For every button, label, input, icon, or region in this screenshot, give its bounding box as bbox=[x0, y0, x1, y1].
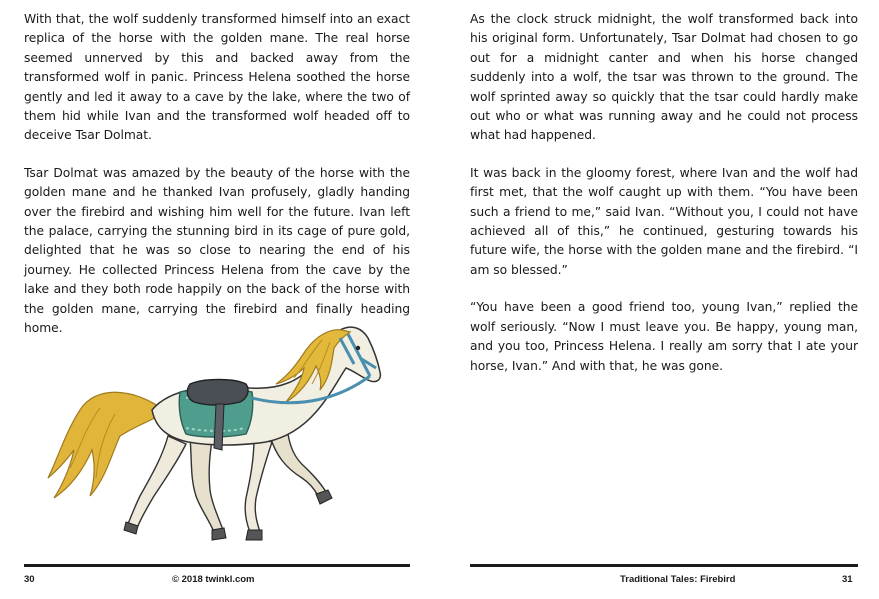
right-page bbox=[440, 0, 879, 599]
series-title: Traditional Tales: Firebird bbox=[620, 574, 736, 585]
right-footer-rule bbox=[470, 564, 858, 567]
horse-front-leg-2 bbox=[245, 438, 272, 532]
horse-eye bbox=[356, 346, 360, 350]
right-paragraph-3: “You have been a good friend too, young Ivan,” replied the wolf seriously. “Now I must leave you. Be happy, young man, and you too, Princess Helena. I really am sorry that I ate your horse, Ivan.” And with that, he was gone. bbox=[470, 300, 858, 373]
saddle bbox=[187, 380, 248, 406]
horse-illustration bbox=[40, 318, 390, 550]
horse-tail bbox=[48, 392, 158, 498]
left-paragraph-1: With that, the wolf suddenly transformed himself into an exact replica of the horse with the golden mane. The real horse seemed unnerved by this and backed away from the transformed wolf in panic. Princess Helena soothed the horse gently and led it away to a cave by the lake, where the two of them hid while Ivan and the transformed wolf headed off to deceive Tsar Dolmat. bbox=[24, 12, 410, 143]
horse-back-leg-2 bbox=[190, 438, 223, 532]
left-page-number: 30 bbox=[24, 574, 35, 585]
right-page-number: 31 bbox=[842, 574, 853, 585]
left-paragraph-2: Tsar Dolmat was amazed by the beauty of the horse with the golden mane and he thanked Ivan profusely, gladly handing over the firebird and wishing him well for the future. Ivan left the palace, carrying the stunning bird in its cage of pure gold, delighted that he was so close to nearing the end of his journey. He collected Princess Helena from the cave by the lake and they both rode happily on the back of the horse with the golden mane, carrying the firebird and finally heading home. bbox=[24, 165, 410, 336]
horse-back-leg-1 bbox=[128, 436, 186, 528]
horse-front-leg-1 bbox=[270, 434, 326, 496]
left-page-text bbox=[24, 10, 410, 357]
right-page-text bbox=[470, 10, 858, 394]
right-paragraph-1: As the clock struck midnight, the wolf transformed back into his original form. Unfortunately, Tsar Dolmat had chosen to go out for a midnight canter and when his horse changed suddenly into a wolf, the tsar was thrown to the ground. The wolf sprinted away so quickly that the tsar could hardly make out who or what was running away and he could not process what had happened. bbox=[470, 12, 858, 143]
left-footer-rule bbox=[24, 564, 410, 567]
right-paragraph-2: It was back in the gloomy forest, where Ivan and the wolf had first met, that the wolf caught up with them. “You have been such a friend to me,” said Ivan. “Without you, I could not have achieved all of this,” he continued, gesturing towards his future wife, the horse with the golden mane and the firebird. “I am so blessed.” bbox=[470, 165, 858, 277]
copyright-text: © 2018 twinkl.com bbox=[172, 574, 255, 585]
